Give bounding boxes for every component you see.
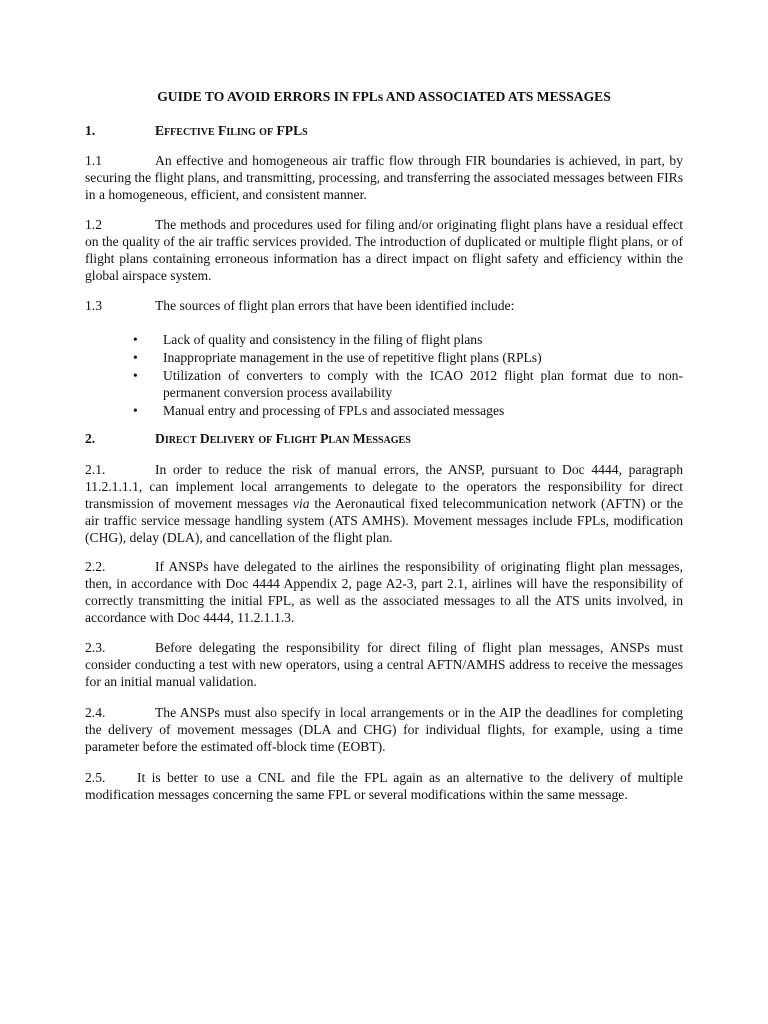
paragraph-number: 2.2. [85,559,106,574]
paragraph-number: 2.1. [85,462,106,477]
paragraph-1-2 [85,216,683,284]
bullet-icon: • [133,368,138,383]
paragraph-text: In order to reduce the risk of manual errors, the ANSP, pursuant to Doc 4444, paragraph 11.2.1.1.1, can implement local arrangements to delegate to the operators the responsibility for direct transmission of movement messages [85,462,683,511]
list-item: • Lack of quality and consistency in the filing of flight plans [133,332,483,347]
paragraph-2-1 [85,461,683,546]
paragraph-text-italic: via [292,496,310,511]
paragraph-number: 1.2 [85,217,102,232]
paragraph-1-1 [85,152,683,203]
paragraph-number: 1.1 [85,153,102,168]
paragraph-2-4 [85,704,683,755]
bullet-icon: • [133,350,138,365]
paragraph-text: An effective and homogeneous air traffic flow through FIR boundaries is achieved, in part, by securing the flight plans, and transmitting, processing, and transferring the associated messages between FIRs in a homogeneous, efficient, and consistent manner. [85,153,683,202]
paragraph-text: It is better to use a CNL and file the FPL again as an alternative to the delivery of multiple modification messages concerning the same FPL or several modifications within the same message. [85,770,683,802]
paragraph-text: Before delegating the responsibility for direct filing of flight plan messages, ANSPs must consider conducting a test with new operators, using a central AFTN/AMHS address to receive the messages for an initial manual validation. [85,640,683,689]
paragraph-2-3 [85,639,683,690]
list-item: • Utilization of converters to comply with the ICAO 2012 flight plan format due to non-permanent conversion process availability [133,368,683,400]
section-number: 2. [85,431,96,446]
section-title: Direct Delivery of Flight Plan Messages [155,431,411,446]
paragraph-text: The ANSPs must also specify in local arrangements or in the AIP the deadlines for completing the delivery of movement messages (DLA and CHG) for individual flights, for example, using a time parameter before the estimated off-block time (EOBT). [85,705,683,754]
paragraph-number: 2.5. [85,770,106,785]
list-item: • Manual entry and processing of FPLs and associated messages [133,403,505,418]
section-title: Effective Filing of FPLs [155,123,308,138]
paragraph-number: 2.3. [85,640,106,655]
paragraph-number: 2.4. [85,705,106,720]
list-item: • Inappropriate management in the use of repetitive flight plans (RPLs) [133,350,542,365]
paragraph-number: 1.3 [85,298,102,313]
document-title: GUIDE TO AVOID ERRORS IN FPLs AND ASSOCIATED ATS MESSAGES [157,89,611,104]
paragraph-text: The methods and procedures used for filing and/or originating flight plans have a residual effect on the quality of the air traffic services provided. The introduction of duplicated or multiple flight plans, or of flight plans containing erroneous information has a direct impact on flight safety and efficiency within the global airspace system. [85,217,683,283]
section-number: 1. [85,123,96,138]
section-1-heading [85,122,683,139]
paragraph-2-5 [85,769,683,803]
paragraph-text: the Aeronautical fixed telecommunication network (AFTN) or the air traffic service message handling system (ATS AMHS). Movement messages include FPLs, modification (CHG), delay (DLA), and cancellation of the flight plan. [85,496,683,545]
paragraph-text: The sources of flight plan errors that have been identified include: [155,298,515,313]
error-sources-list [128,331,683,420]
bullet-icon: • [133,403,138,418]
paragraph-2-2 [85,558,683,626]
bullet-icon: • [133,332,138,347]
paragraph-text: If ANSPs have delegated to the airlines the responsibility of originating flight plan messages, then, in accordance with Doc 4444 Appendix 2, page A2-3, part 2.1, airlines will have the responsibility of correctly transmitting the initial FPL, as well as the associated messages to all the ATS units involved, in accordance with Doc 4444, 11.2.1.1.3. [85,559,683,625]
section-2-heading [85,430,683,447]
paragraph-1-3 [85,297,683,314]
